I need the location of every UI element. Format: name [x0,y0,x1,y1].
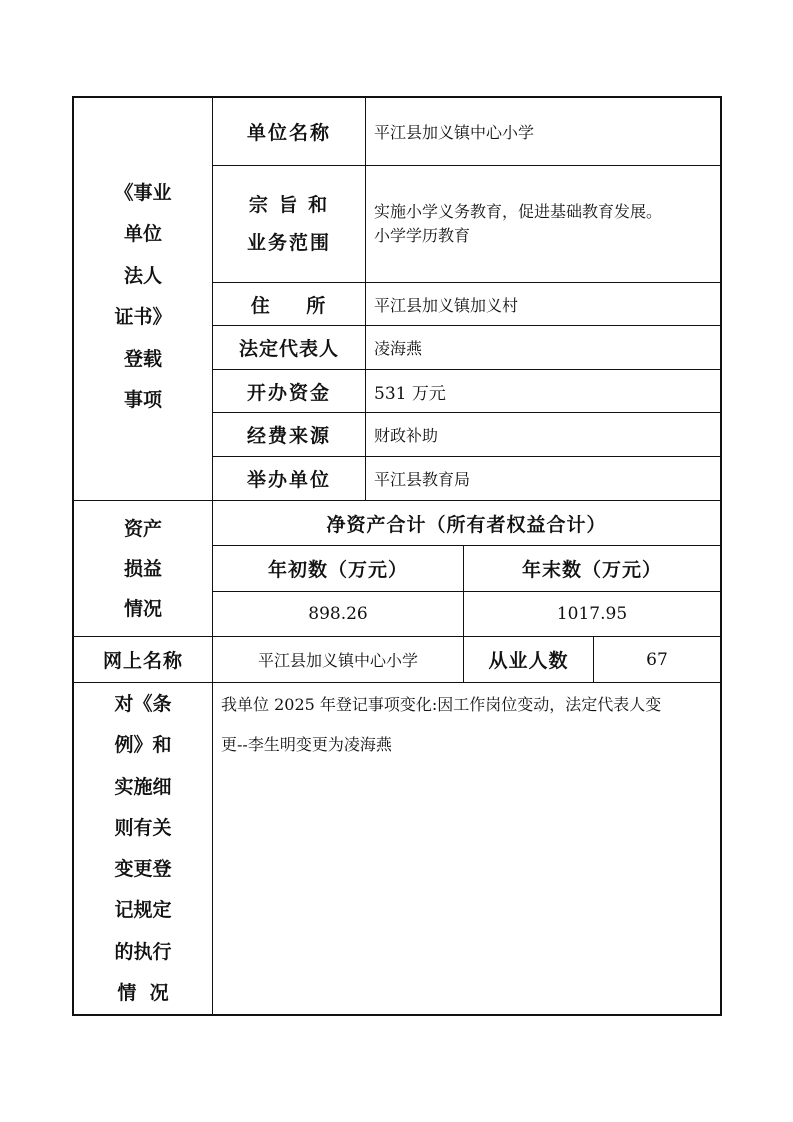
address-label: 住 所 [250,294,328,317]
value-line: 小学学历教育 [374,226,471,245]
section-header-certificate [74,172,212,422]
header-line: 例》和 [114,734,172,757]
staff-count-label: 从业人数 [488,650,569,672]
capital-value: 531 万元 [374,383,446,404]
online-name-label: 网上名称 [102,650,183,672]
header-line: 损益 [123,557,162,580]
unit-name-label: 单位名称 [246,122,331,144]
begin-year-label: 年初数（万元） [267,559,408,581]
label-line: 宗 旨 和 [248,194,330,216]
header-line: 变更登 [114,858,172,881]
address-value: 平江县加义镇加义村 [374,295,519,315]
header-line: 证书》 [114,306,172,328]
staff-count-value: 67 [646,649,668,670]
net-assets-title: 净资产合计（所有者权益合计） [326,513,607,536]
header-line: 《事业 [114,181,172,204]
online-name-value: 平江县加义镇中心小学 [257,651,418,670]
header-line: 情况 [123,597,162,620]
end-year-label: 年末数（万元） [521,559,662,581]
header-line: 的执行 [114,940,172,963]
header-line: 登载 [123,347,162,370]
header-line: 事项 [123,389,162,411]
header-line: 情 况 [117,982,169,1005]
legal-rep-label: 法定代表人 [238,338,339,360]
header-line: 则有关 [114,816,172,839]
label-line: 业务范围 [246,232,331,254]
begin-year-value: 898.26 [308,604,368,624]
section-header-regulations [74,684,212,1014]
legal-rep-value: 凌海燕 [374,339,423,358]
section-header-assets [74,501,212,636]
value-line: 实施小学义务教育，促进基础教育发展。 [374,202,663,221]
capital-label: 开办资金 [246,381,331,404]
purpose-scope-value [366,166,720,282]
funding-source-value: 财政补助 [374,426,439,445]
header-line: 实施细 [114,775,172,798]
purpose-scope-label [213,166,365,282]
change-record-line: 更--李生明变更为凌海燕 [221,735,392,754]
section-divider [72,682,722,683]
header-line: 对《条 [114,693,172,715]
end-year-value: 1017.95 [556,604,628,624]
unit-name-value: 平江县加义镇中心小学 [374,123,535,142]
header-line: 法人 [123,264,162,287]
sponsor-value: 平江县教育局 [374,470,471,489]
header-line: 记规定 [114,899,172,922]
header-line: 资产 [123,517,162,540]
change-record-line: 我单位 2025 年登记事项变化:因工作岗位变动，法定代表人变 [221,695,662,714]
change-record-text [221,685,716,765]
header-line: 单位 [123,223,162,245]
funding-source-label: 经费来源 [246,425,331,447]
sponsor-label: 举办单位 [246,469,331,491]
